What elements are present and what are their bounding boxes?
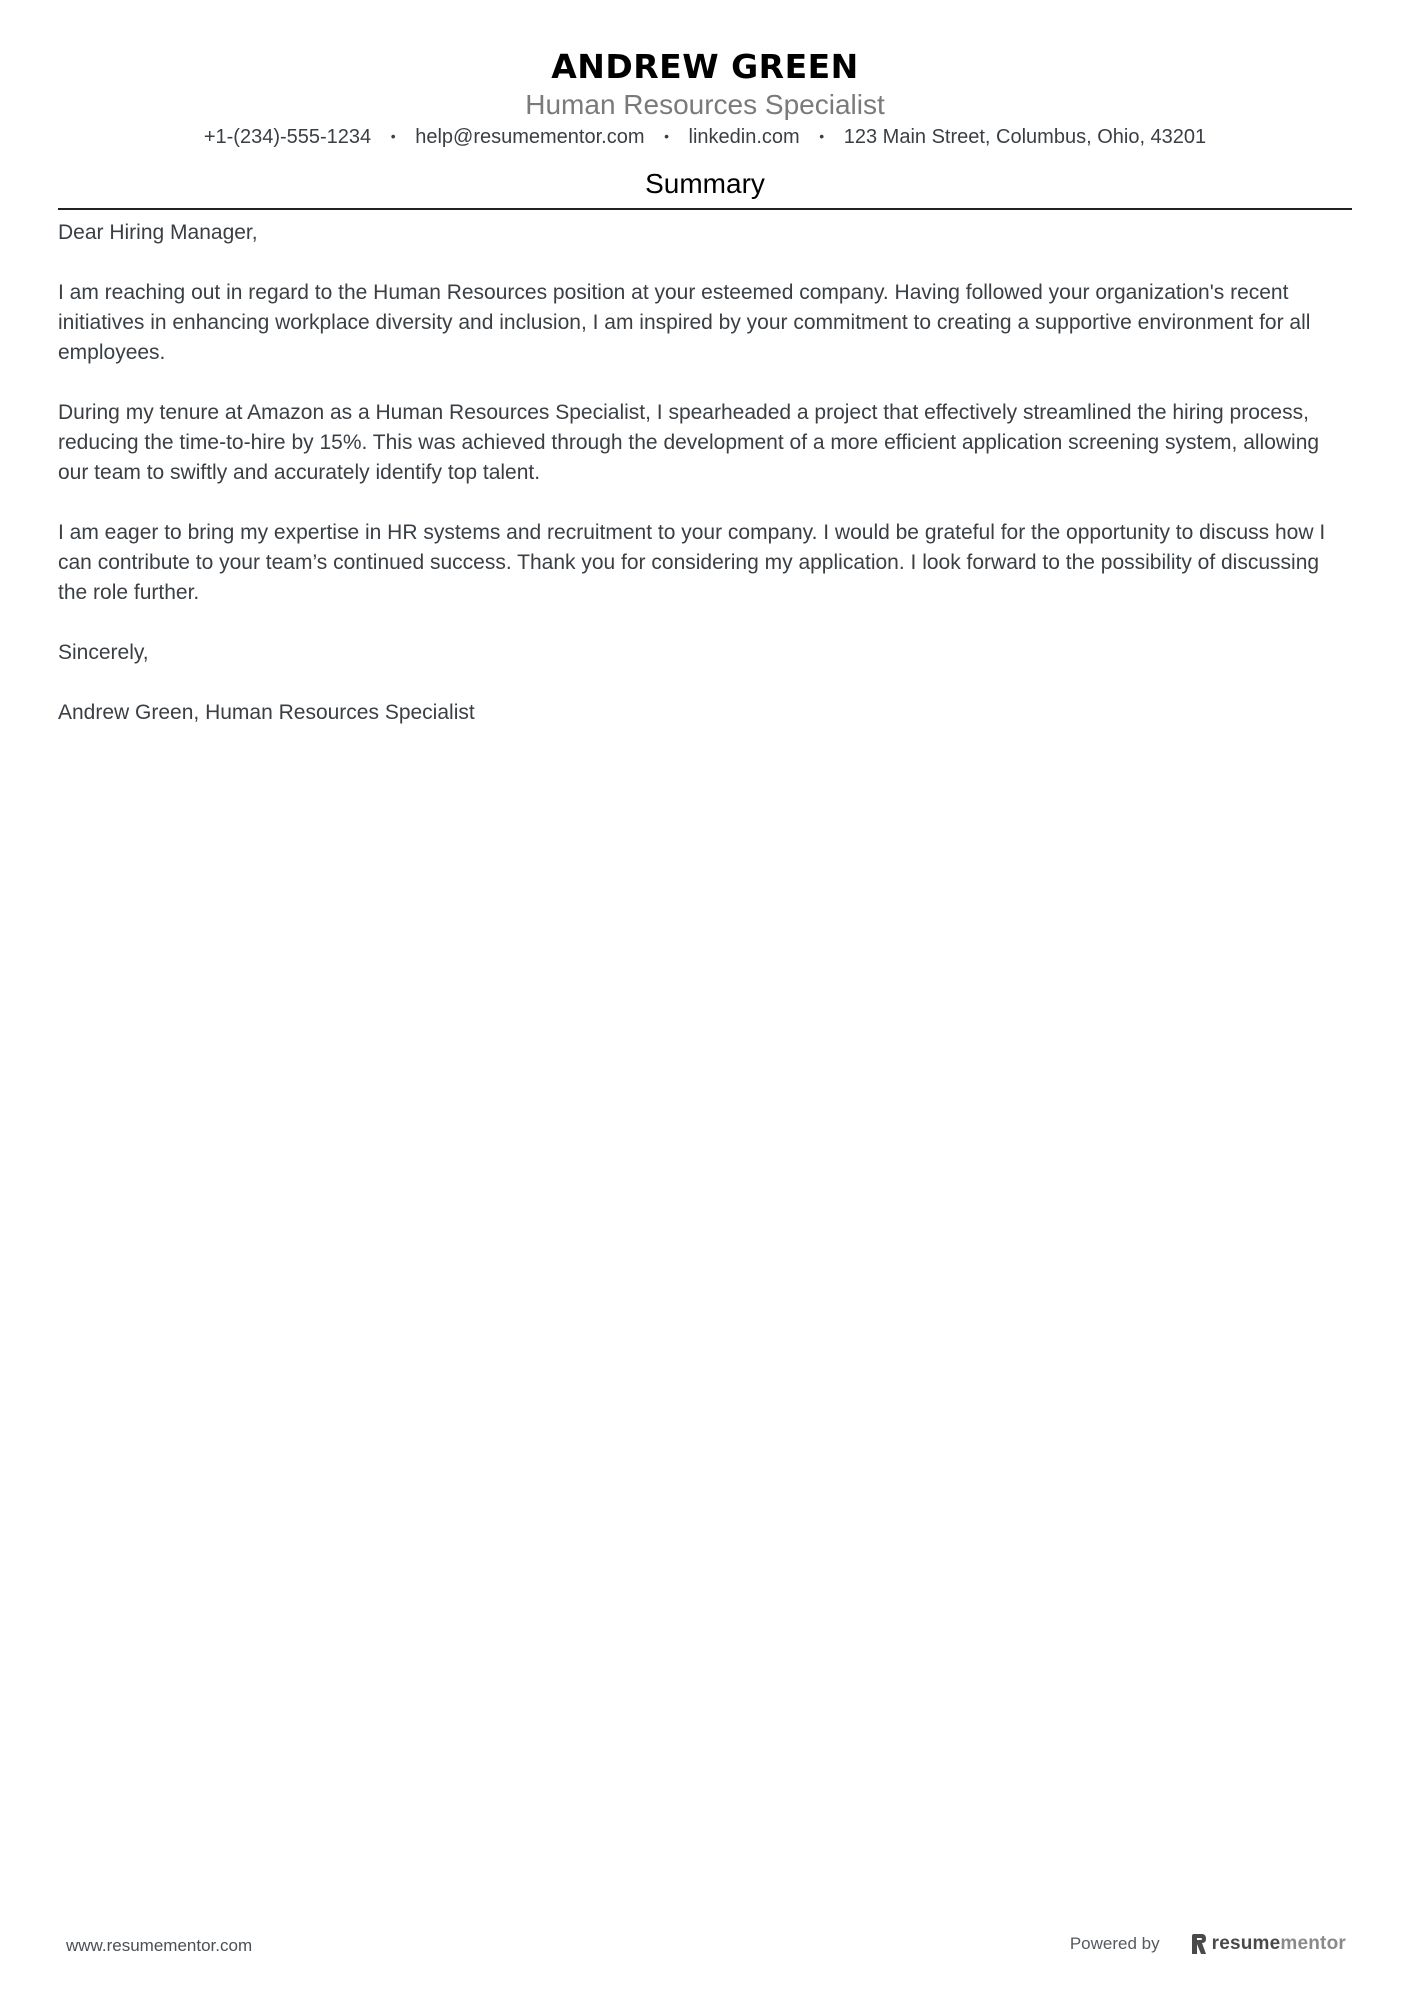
footer-website[interactable]: www.resumementor.com [66,1936,253,1955]
resumementor-logo-icon [1190,1933,1208,1955]
letter-paragraph-2: During my tenure at Amazon as a Human Resources Specialist, I spearheaded a project that effectively streamlined the hiring process, reducing the time-to-hire by 15%. This was achieved through the development of a more efficient application screening system, allowing our team to swiftly and accurately identify top talent. [58,401,1320,484]
section-divider [58,208,1352,210]
logo-word-mentor: mentor [1280,1933,1346,1954]
powered-by-label: Powered by [1069,1934,1160,1953]
section-heading-summary: Summary [645,168,765,199]
bullet-separator: • [664,128,669,144]
footer-branding [1070,1930,1346,1958]
contact-phone: +1-(234)-555-1234 [203,126,372,148]
cover-letter-body [58,218,1352,758]
logo-wordmark [1212,1933,1346,1955]
letter-greeting: Dear Hiring Manager, [58,221,258,244]
logo-word-resume: resume [1211,1933,1281,1954]
bullet-separator: • [819,128,825,144]
letter-signature: Andrew Green, Human Resources Specialist [58,701,475,724]
candidate-title: Human Resources Specialist [525,89,885,120]
contact-address: 123 Main Street, Columbus, Ohio, 43201 [843,126,1207,148]
candidate-name: ANDREW GREEN [551,47,859,86]
letter-closing: Sincerely, [58,641,149,664]
resume-header [0,46,1410,151]
contact-linkedin[interactable]: linkedin.com [688,126,800,148]
resumementor-logo[interactable] [1190,1933,1346,1955]
contact-email[interactable]: help@resumementor.com [415,126,645,148]
bullet-separator: • [390,128,396,144]
letter-paragraph-1: I am reaching out in regard to the Human Resources position at your esteemed company. Having followed your organization's recent initiatives in enhancing workplace diversity and inclusion, I am inspired by your commitment to creating a supportive environment for all employees. [58,281,1311,364]
letter-paragraph-3: I am eager to bring my expertise in HR systems and recruitment to your company. I would be grateful for the opportunity to discuss how I can contribute to your team’s continued success. Thank you for considering my application. I look forward to the possibility of discussing the role further. [58,521,1326,604]
contact-line [0,122,1410,151]
